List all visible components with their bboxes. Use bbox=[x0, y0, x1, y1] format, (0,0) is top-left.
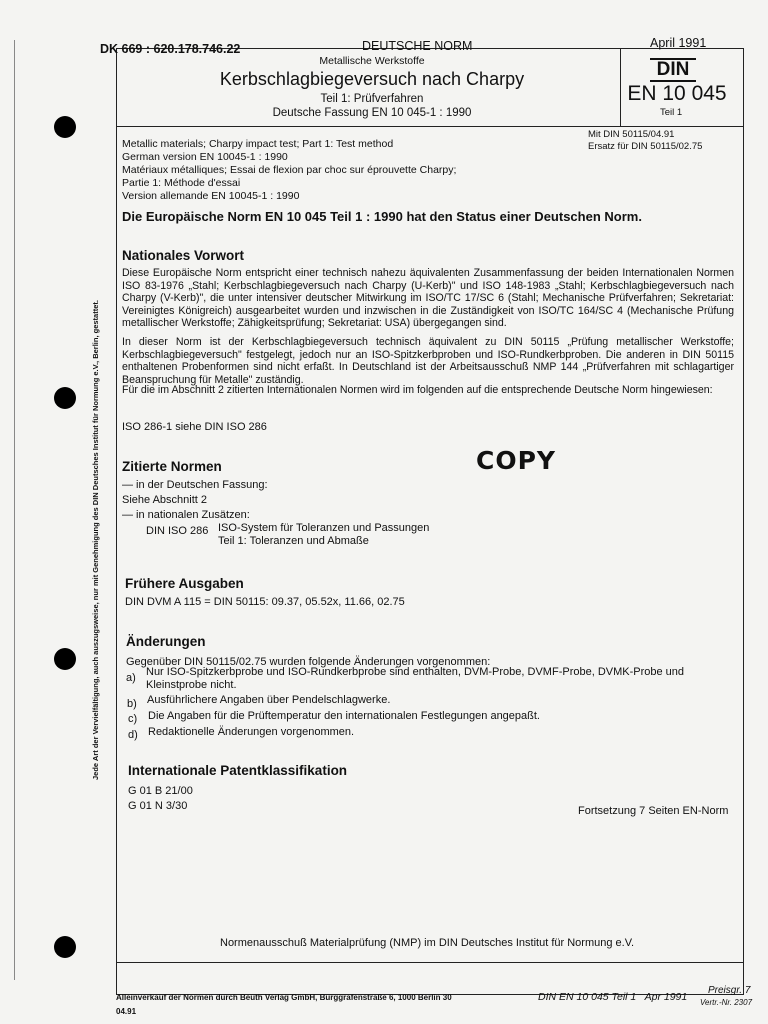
replaces-with: Mit DIN 50115/04.91 bbox=[588, 129, 675, 140]
aenderungen-marker-b: b) bbox=[127, 698, 137, 710]
vorwort-p2: In dieser Norm ist der Kerbschlagbiegeversuch technisch äquivalent zu DIN 50115 „Prüfung metallischer Werkstoffe; Kerbschlagbiegeversuch" festgelegt, jedoch nur an ISO-Spitzkerbproben und ISO-Rundkerbproben. Die anderen in DIN 50115 enthaltenen Probenformen sind nicht erfaßt. In Deutschland ist der Arbeitsausschuß NMP 144 „Prüfverfahren mit schlagartiger Beanspruchung für Metalle" zuständig. bbox=[122, 336, 734, 386]
zitierte-heading: Zitierte Normen bbox=[122, 459, 222, 474]
norm-type: DEUTSCHE NORM bbox=[362, 39, 473, 53]
zitierte-line2: Siehe Abschnitt 2 bbox=[122, 494, 208, 506]
aenderungen-marker-d: d) bbox=[128, 729, 138, 741]
zitierte-ref-code: DIN ISO 286 bbox=[146, 525, 209, 537]
aenderungen-item-a: Nur ISO-Spitzkerbprobe und ISO-Rundkerbprobe sind enthalten, DVM-Probe, DVMF-Probe, DVMK-Probe und Kleinstprobe nicht. bbox=[146, 666, 685, 691]
punch-hole bbox=[54, 387, 76, 409]
translation-en-version: German version EN 10045-1 : 1990 bbox=[122, 151, 288, 163]
aenderungen-item-b: Ausführlichere Angaben über Pendelschlagwerke. bbox=[147, 694, 391, 706]
margin-rule bbox=[14, 40, 15, 980]
header-divider bbox=[116, 126, 744, 127]
vorwort-p3: Für die im Abschnitt 2 zitierten Internationalen Normen wird im folgenden auf die entsprechende Deutsche Norm hingewiesen: bbox=[122, 384, 713, 396]
translation-fr-version: Version allemande EN 10045-1 : 1990 bbox=[122, 190, 300, 202]
dk-number: DK 669 : 620.178.746.22 bbox=[100, 42, 241, 56]
standard-number: EN 10 045 bbox=[627, 82, 727, 105]
footer-ref: DIN EN 10 045 Teil 1 Apr 1991 bbox=[538, 991, 688, 1003]
page-title: Kerbschlagbiegeversuch nach Charpy bbox=[219, 69, 525, 89]
standard-part: Teil 1 bbox=[660, 107, 683, 118]
aenderungen-marker-a: a) bbox=[126, 672, 136, 684]
punch-hole bbox=[54, 648, 76, 670]
publisher-line: Normenausschuß Materialprüfung (NMP) im DIN Deutsches Institut für Normung e.V. bbox=[220, 937, 635, 949]
aenderungen-marker-c: c) bbox=[128, 713, 138, 725]
fruehere-text: DIN DVM A 115 = DIN 50115: 09.37, 05.52x, 11.66, 02.75 bbox=[125, 596, 405, 608]
continuation-note: Fortsetzung 7 Seiten EN-Norm bbox=[578, 805, 729, 817]
aenderungen-intro: Gegenüber DIN 50115/02.75 wurden folgende Änderungen vorgenommen: bbox=[126, 656, 491, 668]
patent-class-2: G 01 N 3/30 bbox=[128, 800, 188, 812]
translation-en: Metallic materials; Charpy impact test; Part 1: Test method bbox=[122, 138, 394, 150]
patent-heading: Internationale Patentklassifikation bbox=[128, 763, 348, 778]
copy-stamp: COPY bbox=[476, 446, 557, 475]
copyright-side-text: Jede Art der Vervielfältigung, auch auszugsweise, nur mit Genehmigung des DIN Deutsches Institut für Normung e.V., Berlin, gestattet. bbox=[91, 300, 100, 780]
translation-fr: Matériaux métalliques; Essai de flexion par choc sur éprouvette Charpy; bbox=[122, 164, 457, 176]
aenderungen-item-d: Redaktionelle Änderungen vorgenommen. bbox=[148, 726, 355, 738]
vorwort-heading: Nationales Vorwort bbox=[122, 248, 245, 263]
aenderungen-heading: Änderungen bbox=[126, 634, 206, 649]
replaces-for: Ersatz für DIN 50115/02.75 bbox=[588, 141, 703, 152]
footer-price: Preisgr. 7 bbox=[708, 985, 751, 996]
punch-hole bbox=[54, 936, 76, 958]
category: Metallische Werkstoffe bbox=[319, 55, 425, 67]
vorwort-p1: Diese Europäische Norm entspricht einer technisch nahezu äquivalenten Zusammenfassung der beiden Internationalen Normen ISO 83-1976 „Stahl; Kerbschlagbiegeversuch nach Charpy (U-Kerb)" und ISO 148-1983 „Stahl; Kerbschlagbiegeversuch nach Charpy (V-Kerb)", die unter intensiver deutscher Mitwirkung im ISO/TC 17/SC 6 (Stahl; Mechanische Prüfverfahren; Sekretariat: Vereinigtes Königreich) ausgearbeitet wurden und inzwischen in die Zuständigkeit von ISO/TC 164/SC 4 (Mechanische Prüfung metallischer Werkstoffe; Zähigkeitsprüfung; Sekretariat: USA) übergegangen sind. bbox=[122, 267, 734, 330]
footer-publisher: Alleinverkauf der Normen durch Beuth Verlag GmbH, Burggrafenstraße 6, 1000 Berlin 30 bbox=[116, 993, 452, 1002]
footer-vertr: Vertr.-Nr. 2307 bbox=[700, 998, 753, 1007]
zitierte-ref-title2: Teil 1: Toleranzen und Abmaße bbox=[218, 535, 369, 547]
footer-divider bbox=[116, 962, 744, 963]
status-line: Die Europäische Norm EN 10 045 Teil 1 : 1990 hat den Status einer Deutschen Norm. bbox=[122, 209, 642, 224]
aenderungen-item-c: Die Angaben für die Prüftemperatur den internationalen Festlegungen angepaßt. bbox=[148, 710, 540, 722]
vorwort-p4: ISO 286-1 siehe DIN ISO 286 bbox=[122, 421, 267, 433]
version: Deutsche Fassung EN 10 045-1 : 1990 bbox=[272, 107, 472, 119]
zitierte-line1: — in der Deutschen Fassung: bbox=[122, 479, 268, 491]
issue-date: April 1991 bbox=[650, 36, 707, 50]
din-logo: DIN bbox=[650, 58, 696, 82]
zitierte-line3: — in nationalen Zusätzen: bbox=[122, 509, 250, 521]
footer-date-code: 04.91 bbox=[116, 1007, 137, 1016]
zitierte-ref-title1: ISO-System für Toleranzen und Passungen bbox=[218, 522, 430, 534]
translation-fr-part: Partie 1: Méthode d'essai bbox=[122, 177, 241, 189]
part-title: Teil 1: Prüfverfahren bbox=[320, 93, 424, 105]
fruehere-heading: Frühere Ausgaben bbox=[125, 576, 244, 591]
punch-hole bbox=[54, 116, 76, 138]
patent-class-1: G 01 B 21/00 bbox=[128, 785, 193, 797]
